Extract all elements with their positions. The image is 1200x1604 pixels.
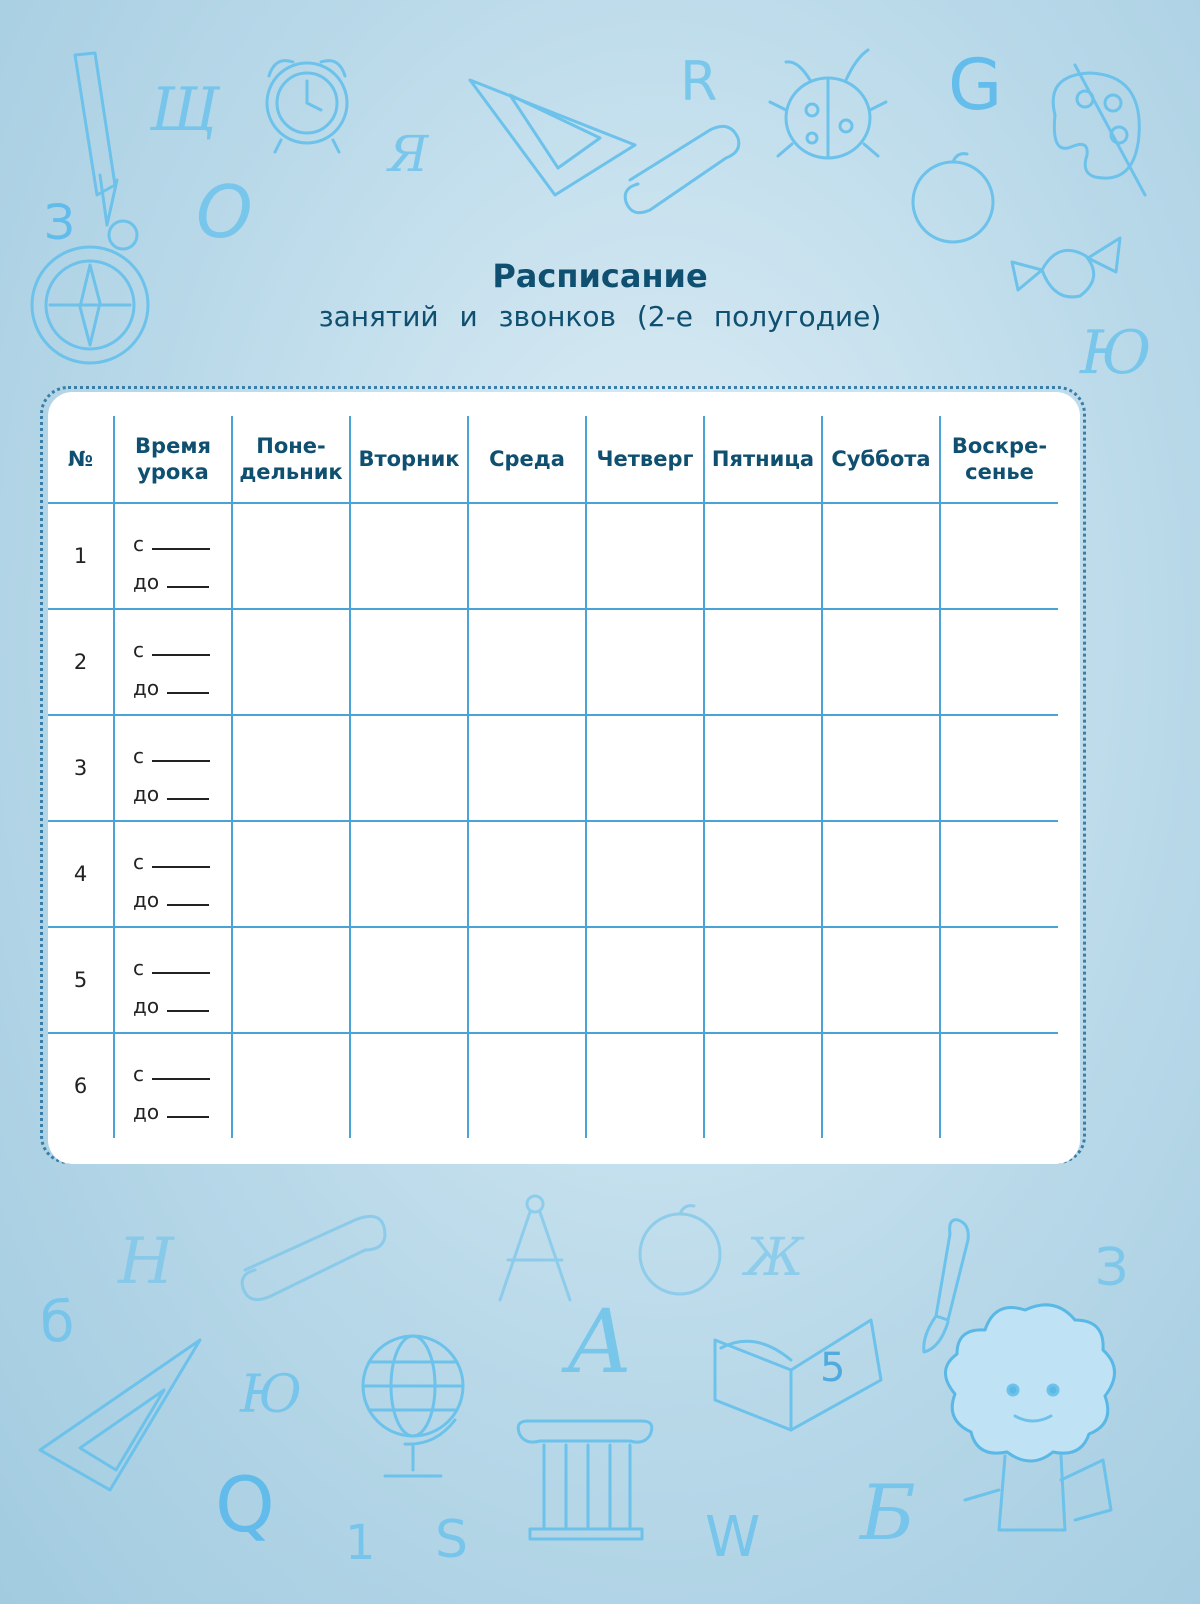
- time-blank-field[interactable]: [167, 796, 209, 800]
- deco-digit-5: 5: [820, 1345, 846, 1391]
- time-from-line: [133, 518, 231, 556]
- schedule-cell-saturday[interactable]: [822, 821, 940, 927]
- column-header-line: Воскре-: [951, 434, 1048, 458]
- column-header-line: Среда: [489, 447, 565, 471]
- schedule-table: [48, 416, 1058, 1138]
- time-blank-field[interactable]: [152, 652, 210, 656]
- lesson-number: 1: [48, 503, 114, 609]
- time-from-label: с: [133, 1062, 144, 1086]
- schedule-cell-friday[interactable]: [704, 715, 822, 821]
- open-book-icon: [705, 1300, 885, 1440]
- column-header-line: Вторник: [358, 447, 460, 471]
- deco-letter-b-cap: Б: [860, 1468, 916, 1557]
- column-header-line: дельник: [239, 460, 343, 484]
- page-title: Расписание: [492, 257, 708, 295]
- time-blank-field[interactable]: [167, 584, 209, 588]
- lesson-number: 4: [48, 821, 114, 927]
- schedule-cell-tuesday[interactable]: [350, 1033, 468, 1138]
- schedule-cell-tuesday[interactable]: [350, 503, 468, 609]
- paint-palette-icon: [1035, 55, 1155, 195]
- table-row: [48, 503, 1058, 609]
- column-header-friday: [704, 416, 822, 503]
- schedule-cell-thursday[interactable]: [586, 927, 704, 1033]
- time-blank-field[interactable]: [152, 1076, 210, 1080]
- compass-tool-icon: [490, 1190, 580, 1310]
- ruler-triangle-icon: [470, 50, 640, 200]
- time-from-line: [133, 730, 231, 768]
- deco-digit-1: 1: [345, 1515, 376, 1571]
- deco-letter-w: W: [705, 1505, 761, 1570]
- column-header-line: урока: [137, 460, 209, 484]
- deco-letter-z: З: [44, 195, 75, 251]
- schedule-cell-monday[interactable]: [232, 715, 350, 821]
- schedule-cell-monday[interactable]: [232, 821, 350, 927]
- schedule-cell-thursday[interactable]: [586, 715, 704, 821]
- deco-letter-ya: Я: [388, 125, 429, 183]
- lesson-time-cell[interactable]: [114, 1033, 232, 1138]
- schedule-cell-saturday[interactable]: [822, 927, 940, 1033]
- column-icon: [510, 1415, 660, 1545]
- schedule-cell-saturday[interactable]: [822, 503, 940, 609]
- scroll-icon: [620, 120, 750, 220]
- time-to-label: до: [133, 782, 160, 806]
- ladybug-icon: [768, 40, 888, 165]
- lesson-number: 3: [48, 715, 114, 821]
- schedule-cell-sunday[interactable]: [940, 609, 1058, 715]
- column-header-line: №: [67, 447, 94, 471]
- page-subtitle: занятий и звонков (2-е полугодие): [318, 300, 882, 333]
- header-row: [48, 416, 1058, 503]
- deco-letter-shch: Щ: [150, 75, 219, 145]
- time-to-label: до: [133, 570, 160, 594]
- time-from-label: с: [133, 638, 144, 662]
- column-header-lesson-time: [114, 416, 232, 503]
- time-to-label: до: [133, 676, 160, 700]
- column-header-line: сенье: [965, 460, 1034, 484]
- schedule-cell-thursday[interactable]: [586, 821, 704, 927]
- schedule-cell-tuesday[interactable]: [350, 927, 468, 1033]
- time-blank-field[interactable]: [167, 902, 209, 906]
- deco-letter-a: A: [568, 1290, 632, 1393]
- time-to-line: [133, 662, 231, 700]
- time-blank-field[interactable]: [152, 546, 210, 550]
- deco-letter-n: Н: [118, 1225, 174, 1299]
- table-row: [48, 609, 1058, 715]
- time-blank-field[interactable]: [152, 864, 210, 868]
- deco-letter-q: Q: [215, 1460, 275, 1549]
- column-header-wednesday: [468, 416, 586, 503]
- lesson-number: 5: [48, 927, 114, 1033]
- deco-letter-r: R: [680, 50, 718, 113]
- girl-character-icon: [935, 1300, 1135, 1560]
- deco-letter-zh: Ж: [745, 1228, 804, 1288]
- deco-letter-b-small: б: [40, 1290, 75, 1355]
- deco-letter-s: S: [435, 1510, 469, 1570]
- schedule-cell-saturday[interactable]: [822, 715, 940, 821]
- schedule-cell-tuesday[interactable]: [350, 715, 468, 821]
- table-row: [48, 1033, 1058, 1138]
- table-row: [48, 715, 1058, 821]
- schedule-cell-tuesday[interactable]: [350, 609, 468, 715]
- time-to-line: [133, 1086, 231, 1124]
- column-header-line: Суббота: [831, 447, 931, 471]
- lesson-time-cell[interactable]: [114, 503, 232, 609]
- lesson-time-cell[interactable]: [114, 927, 232, 1033]
- scroll-icon: [235, 1210, 395, 1310]
- schedule-cell-wednesday[interactable]: [468, 927, 586, 1033]
- time-from-line: [133, 836, 231, 874]
- schedule-cell-wednesday[interactable]: [468, 609, 586, 715]
- column-header-tuesday: [350, 416, 468, 503]
- schedule-cell-friday[interactable]: [704, 927, 822, 1033]
- globe-icon: [355, 1320, 475, 1490]
- deco-letter-g: G: [948, 44, 1003, 126]
- time-to-line: [133, 768, 231, 806]
- column-header-saturday: [822, 416, 940, 503]
- lesson-time-cell[interactable]: [114, 715, 232, 821]
- lesson-time-cell[interactable]: [114, 609, 232, 715]
- time-from-line: [133, 624, 231, 662]
- column-header-line: Поне-: [256, 434, 326, 458]
- time-from-label: с: [133, 532, 144, 556]
- schedule-cell-sunday[interactable]: [940, 715, 1058, 821]
- column-header-line: Четверг: [596, 447, 694, 471]
- schedule-card: [48, 392, 1080, 1164]
- apple-icon: [905, 148, 1005, 248]
- fountain-pen-icon: [55, 45, 135, 205]
- time-from-line: [133, 942, 231, 980]
- deco-letter-yu: Ю: [1080, 318, 1152, 388]
- column-header-number: [48, 416, 114, 503]
- deco-letter-z2: З: [1095, 1238, 1129, 1298]
- lesson-number: 6: [48, 1033, 114, 1138]
- time-blank-field[interactable]: [167, 690, 209, 694]
- table-row: [48, 927, 1058, 1033]
- schedule-cell-saturday[interactable]: [822, 609, 940, 715]
- schedule-cell-thursday[interactable]: [586, 503, 704, 609]
- schedule-cell-tuesday[interactable]: [350, 821, 468, 927]
- schedule-cell-friday[interactable]: [704, 1033, 822, 1138]
- column-header-thursday: [586, 416, 704, 503]
- schedule-cell-friday[interactable]: [704, 503, 822, 609]
- schedule-cell-monday[interactable]: [232, 503, 350, 609]
- time-to-label: до: [133, 1100, 160, 1124]
- time-to-label: до: [133, 888, 160, 912]
- schedule-cell-wednesday[interactable]: [468, 1033, 586, 1138]
- schedule-cell-friday[interactable]: [704, 609, 822, 715]
- time-blank-field[interactable]: [152, 758, 210, 762]
- schedule-cell-friday[interactable]: [704, 821, 822, 927]
- column-header-line: Время: [135, 434, 211, 458]
- column-header-line: Пятница: [711, 447, 815, 471]
- schedule-cell-thursday[interactable]: [586, 609, 704, 715]
- time-to-label: до: [133, 994, 160, 1018]
- time-to-line: [133, 980, 231, 1018]
- apple-icon: [632, 1200, 732, 1300]
- schedule-cell-sunday[interactable]: [940, 927, 1058, 1033]
- schedule-cell-wednesday[interactable]: [468, 503, 586, 609]
- ruler-triangle-icon: [40, 1340, 210, 1500]
- schedule-cell-thursday[interactable]: [586, 1033, 704, 1138]
- time-blank-field[interactable]: [167, 1008, 209, 1012]
- time-blank-field[interactable]: [152, 970, 210, 974]
- deco-letter-yu2: Ю: [240, 1365, 303, 1425]
- time-to-line: [133, 556, 231, 594]
- schedule-cell-saturday[interactable]: [822, 1033, 940, 1138]
- lesson-number: 2: [48, 609, 114, 715]
- time-from-label: с: [133, 744, 144, 768]
- schedule-cell-monday[interactable]: [232, 1033, 350, 1138]
- deco-letter-o: О: [196, 170, 253, 254]
- schedule-cell-wednesday[interactable]: [468, 821, 586, 927]
- column-header-sunday: [940, 416, 1058, 503]
- lesson-time-cell[interactable]: [114, 821, 232, 927]
- time-from-label: с: [133, 956, 144, 980]
- column-header-monday: [232, 416, 350, 503]
- schedule-cell-wednesday[interactable]: [468, 715, 586, 821]
- time-from-label: с: [133, 850, 144, 874]
- alarm-clock-icon: [255, 48, 365, 158]
- schedule-cell-sunday[interactable]: [940, 503, 1058, 609]
- time-to-line: [133, 874, 231, 912]
- schedule-cell-monday[interactable]: [232, 927, 350, 1033]
- schedule-cell-monday[interactable]: [232, 609, 350, 715]
- table-row: [48, 821, 1058, 927]
- schedule-cell-sunday[interactable]: [940, 1033, 1058, 1138]
- schedule-cell-sunday[interactable]: [940, 821, 1058, 927]
- time-from-line: [133, 1048, 231, 1086]
- time-blank-field[interactable]: [167, 1114, 209, 1118]
